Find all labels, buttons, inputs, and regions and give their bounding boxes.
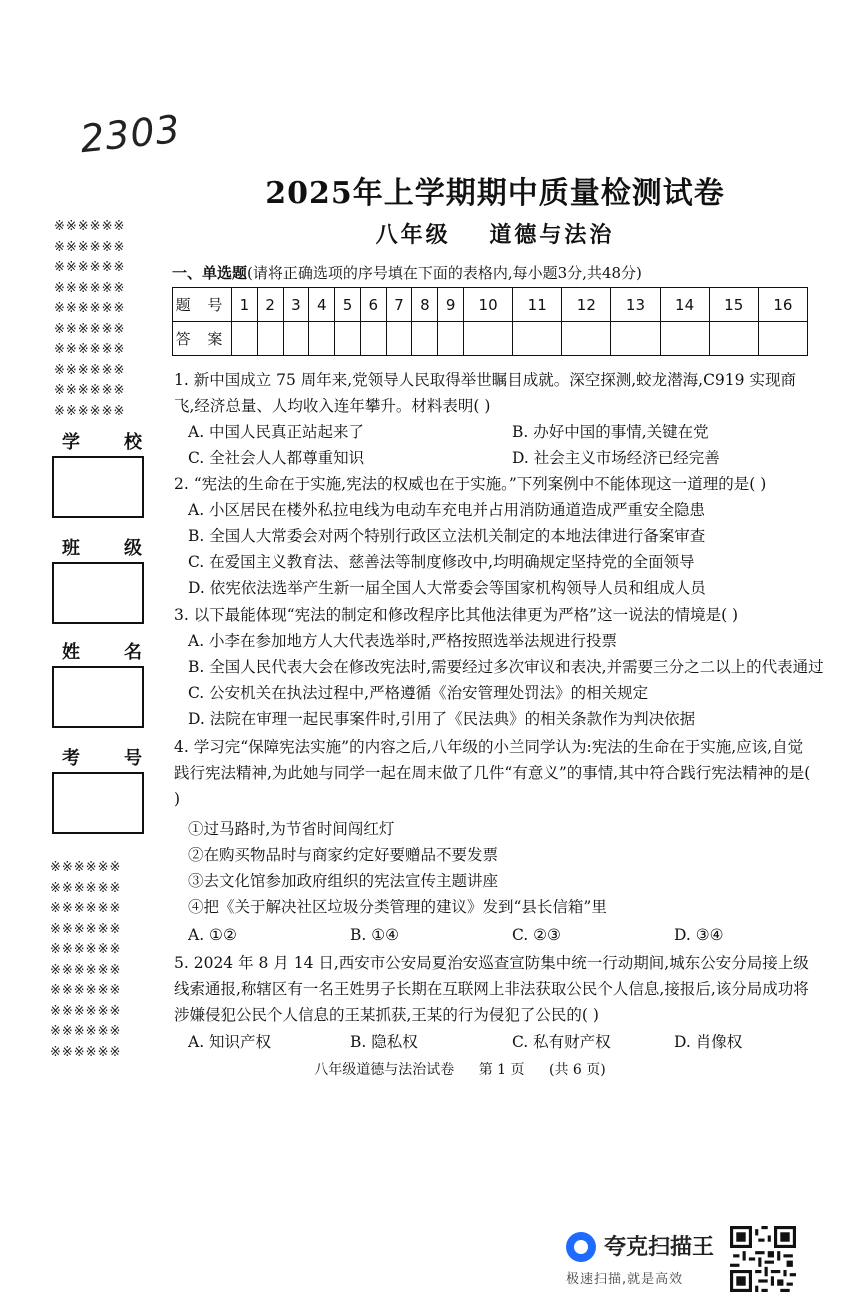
answer-cell[interactable] <box>335 322 361 356</box>
number-cell: 14 <box>660 288 709 322</box>
question-5-option-b: B. 隐私权 <box>350 1033 418 1051</box>
section-heading: 一、单选题(请将正确选项的序号填在下面的表格内,每小题3分,共48分) <box>172 264 642 282</box>
answer-cell[interactable] <box>709 322 758 356</box>
number-cell: 9 <box>438 288 464 322</box>
number-cell: 15 <box>709 288 758 322</box>
question-2-option-c: C. 在爱国主义教育法、慈善法等制度修改中,均明确规定坚持党的全面领导 <box>188 553 695 571</box>
page-footer <box>0 1059 860 1079</box>
answer-cell[interactable] <box>283 322 309 356</box>
question-1-option-b: B. 办好中国的事情,关键在党 <box>512 423 709 441</box>
question-3-option-c: C. 公安机关在执法过程中,严格遵循《治安管理处罚法》的相关规定 <box>188 684 649 702</box>
number-cell: 4 <box>309 288 335 322</box>
answer-cell[interactable] <box>513 322 562 356</box>
answer-cell[interactable] <box>232 322 258 356</box>
question-2-option-d: D. 依宪依法选举产生新一届全国人大常委会等国家机构领导人员和组成人员 <box>188 579 706 597</box>
class-label: 班 级 <box>62 538 142 559</box>
answer-cell[interactable] <box>758 322 807 356</box>
school-field[interactable] <box>52 456 144 518</box>
exam-title: 2025年上学期期中质量检测试卷 <box>265 176 725 211</box>
question-5-option-a: A. 知识产权 <box>188 1033 272 1051</box>
answer-cell[interactable] <box>464 322 513 356</box>
question-1-option-d: D. 社会主义市场经济已经完善 <box>512 449 720 467</box>
question-2-option-b: B. 全国人大常委会对两个特别行政区立法机关制定的本地法律进行备案审查 <box>188 527 706 545</box>
school-label: 学 校 <box>62 432 142 453</box>
question-2-stem: 2. “宪法的生命在于实施,宪法的权威也在于实施。”下列案例中不能体现这一道理的是( ) <box>174 475 767 493</box>
number-cell: 16 <box>758 288 807 322</box>
name-field[interactable] <box>52 666 144 728</box>
name-label: 姓 名 <box>62 642 142 663</box>
answer-header: 答 案 <box>173 322 232 356</box>
question-5-stem: 5. 2024 年 8 月 14 日,西安市公安局夏治安巡查宣防集中统一行动期间,城东公安分局接上级线索通报,称辖区有一名王姓男子长期在互联网上非法获取公民个人信息,接报后,该分局成功将涉嫌侵犯公民个人信息的王某抓获,王某的行为侵犯了公民的( ) <box>174 954 809 1024</box>
number-cell: 5 <box>335 288 361 322</box>
answer-row <box>173 322 808 356</box>
footer-total: (共 6 页) <box>548 1062 606 1078</box>
number-cell: 12 <box>562 288 611 322</box>
question-number-row <box>173 288 808 322</box>
answer-cell[interactable] <box>611 322 660 356</box>
number-cell: 3 <box>283 288 309 322</box>
footer-page: 第 1 页 <box>478 1062 525 1078</box>
number-cell: 13 <box>611 288 660 322</box>
grade-label: 八年级 <box>375 222 451 248</box>
question-number-header: 题 号 <box>173 288 232 322</box>
answer-cell[interactable] <box>438 322 464 356</box>
question-4-item-3: ③去文化馆参加政府组织的宪法宣传主题讲座 <box>188 872 499 890</box>
question-2-option-a: A. 小区居民在楼外私拉电线为电动车充电并占用消防通道造成严重安全隐患 <box>188 501 706 519</box>
question-4-option-d: D. ③④ <box>674 926 724 944</box>
question-4-option-a: A. ①② <box>188 926 237 944</box>
question-3-option-a: A. 小李在参加地方人大代表选举时,严格按照选举法规进行投票 <box>188 632 617 650</box>
question-4-item-4: ④把《关于解决社区垃圾分类管理的建议》发到“县长信箱”里 <box>188 898 607 916</box>
number-cell: 11 <box>513 288 562 322</box>
question-4-option-b: B. ①④ <box>350 926 400 944</box>
question-1-option-c: C. 全社会人人都尊重知识 <box>188 449 365 467</box>
question-4-item-2: ②在购买物品时与商家约定好要赠品不要发票 <box>188 846 499 864</box>
number-cell: 2 <box>257 288 283 322</box>
question-5-option-c: C. 私有财产权 <box>512 1033 611 1051</box>
handwritten-note: 2303 <box>77 106 183 162</box>
number-cell: 6 <box>360 288 386 322</box>
number-cell: 10 <box>464 288 513 322</box>
question-4-stem: 4. 学习完“保障宪法实施”的内容之后,八年级的小兰同学认为:宪法的生命在于实施,应该,自觉践行宪法精神,为此她与同学一起在周末做了几件“有意义”的事情,其中符合践行宪法精神的是( ) <box>174 738 811 808</box>
question-4-item-1: ①过马路时,为节省时间闯红灯 <box>188 820 395 838</box>
answer-cell[interactable] <box>412 322 438 356</box>
subject-label: 道德与法治 <box>489 222 615 248</box>
question-4-option-c: C. ②③ <box>512 926 561 944</box>
footer-subject: 八年级道德与法治试卷 <box>314 1062 455 1078</box>
answer-cell[interactable] <box>386 322 412 356</box>
question-5-option-d: D. 肖像权 <box>674 1033 743 1051</box>
question-1-stem: 1. 新中国成立 75 周年来,党领导人民取得举世瞩目成就。深空探测,蛟龙潜海,C919 实现商飞,经济总量、人均收入连年攀升。材料表明( ) <box>174 371 796 415</box>
question-3-stem: 3. 以下最能体现“宪法的制定和修改程序比其他法律更为严格”这一说法的情境是( ) <box>174 606 739 624</box>
number-cell: 1 <box>232 288 258 322</box>
question-1-option-a: A. 中国人民真正站起来了 <box>188 423 365 441</box>
qr-code-icon <box>730 1226 796 1292</box>
exam-number-label: 考 号 <box>62 748 142 769</box>
star-border-top: ※※※※※※ ※※※※※※ ※※※※※※ ※※※※※※ ※※※※※※ ※※※※※※ ※※※※※※ ※※※※※※ ※※※※※※ ※※※※※※ <box>54 219 126 419</box>
question-3-option-b: B. 全国人民代表大会在修改宪法时,需要经过多次审议和表决,并需要三分之二以上的代表通过 <box>188 658 824 676</box>
scanner-brand: 夸克扫描王 <box>604 1235 715 1260</box>
answer-cell[interactable] <box>660 322 709 356</box>
exam-number-field[interactable] <box>52 772 144 834</box>
number-cell: 8 <box>412 288 438 322</box>
scanner-slogan: 极速扫描,就是高效 <box>566 1272 684 1287</box>
star-border-bottom: ※※※※※※ ※※※※※※ ※※※※※※ ※※※※※※ ※※※※※※ ※※※※※※ ※※※※※※ ※※※※※※ ※※※※※※ ※※※※※※ <box>50 860 122 1060</box>
quark-logo-icon <box>566 1232 596 1262</box>
answer-cell[interactable] <box>309 322 335 356</box>
answer-cell[interactable] <box>562 322 611 356</box>
class-field[interactable] <box>52 562 144 624</box>
answer-table <box>172 287 808 356</box>
answer-cell[interactable] <box>360 322 386 356</box>
number-cell: 7 <box>386 288 412 322</box>
exam-subtitle <box>0 218 860 249</box>
answer-cell[interactable] <box>257 322 283 356</box>
question-3-option-d: D. 法院在审理一起民事案件时,引用了《民法典》的相关条款作为判决依据 <box>188 710 696 728</box>
scanner-watermark <box>566 1226 806 1296</box>
